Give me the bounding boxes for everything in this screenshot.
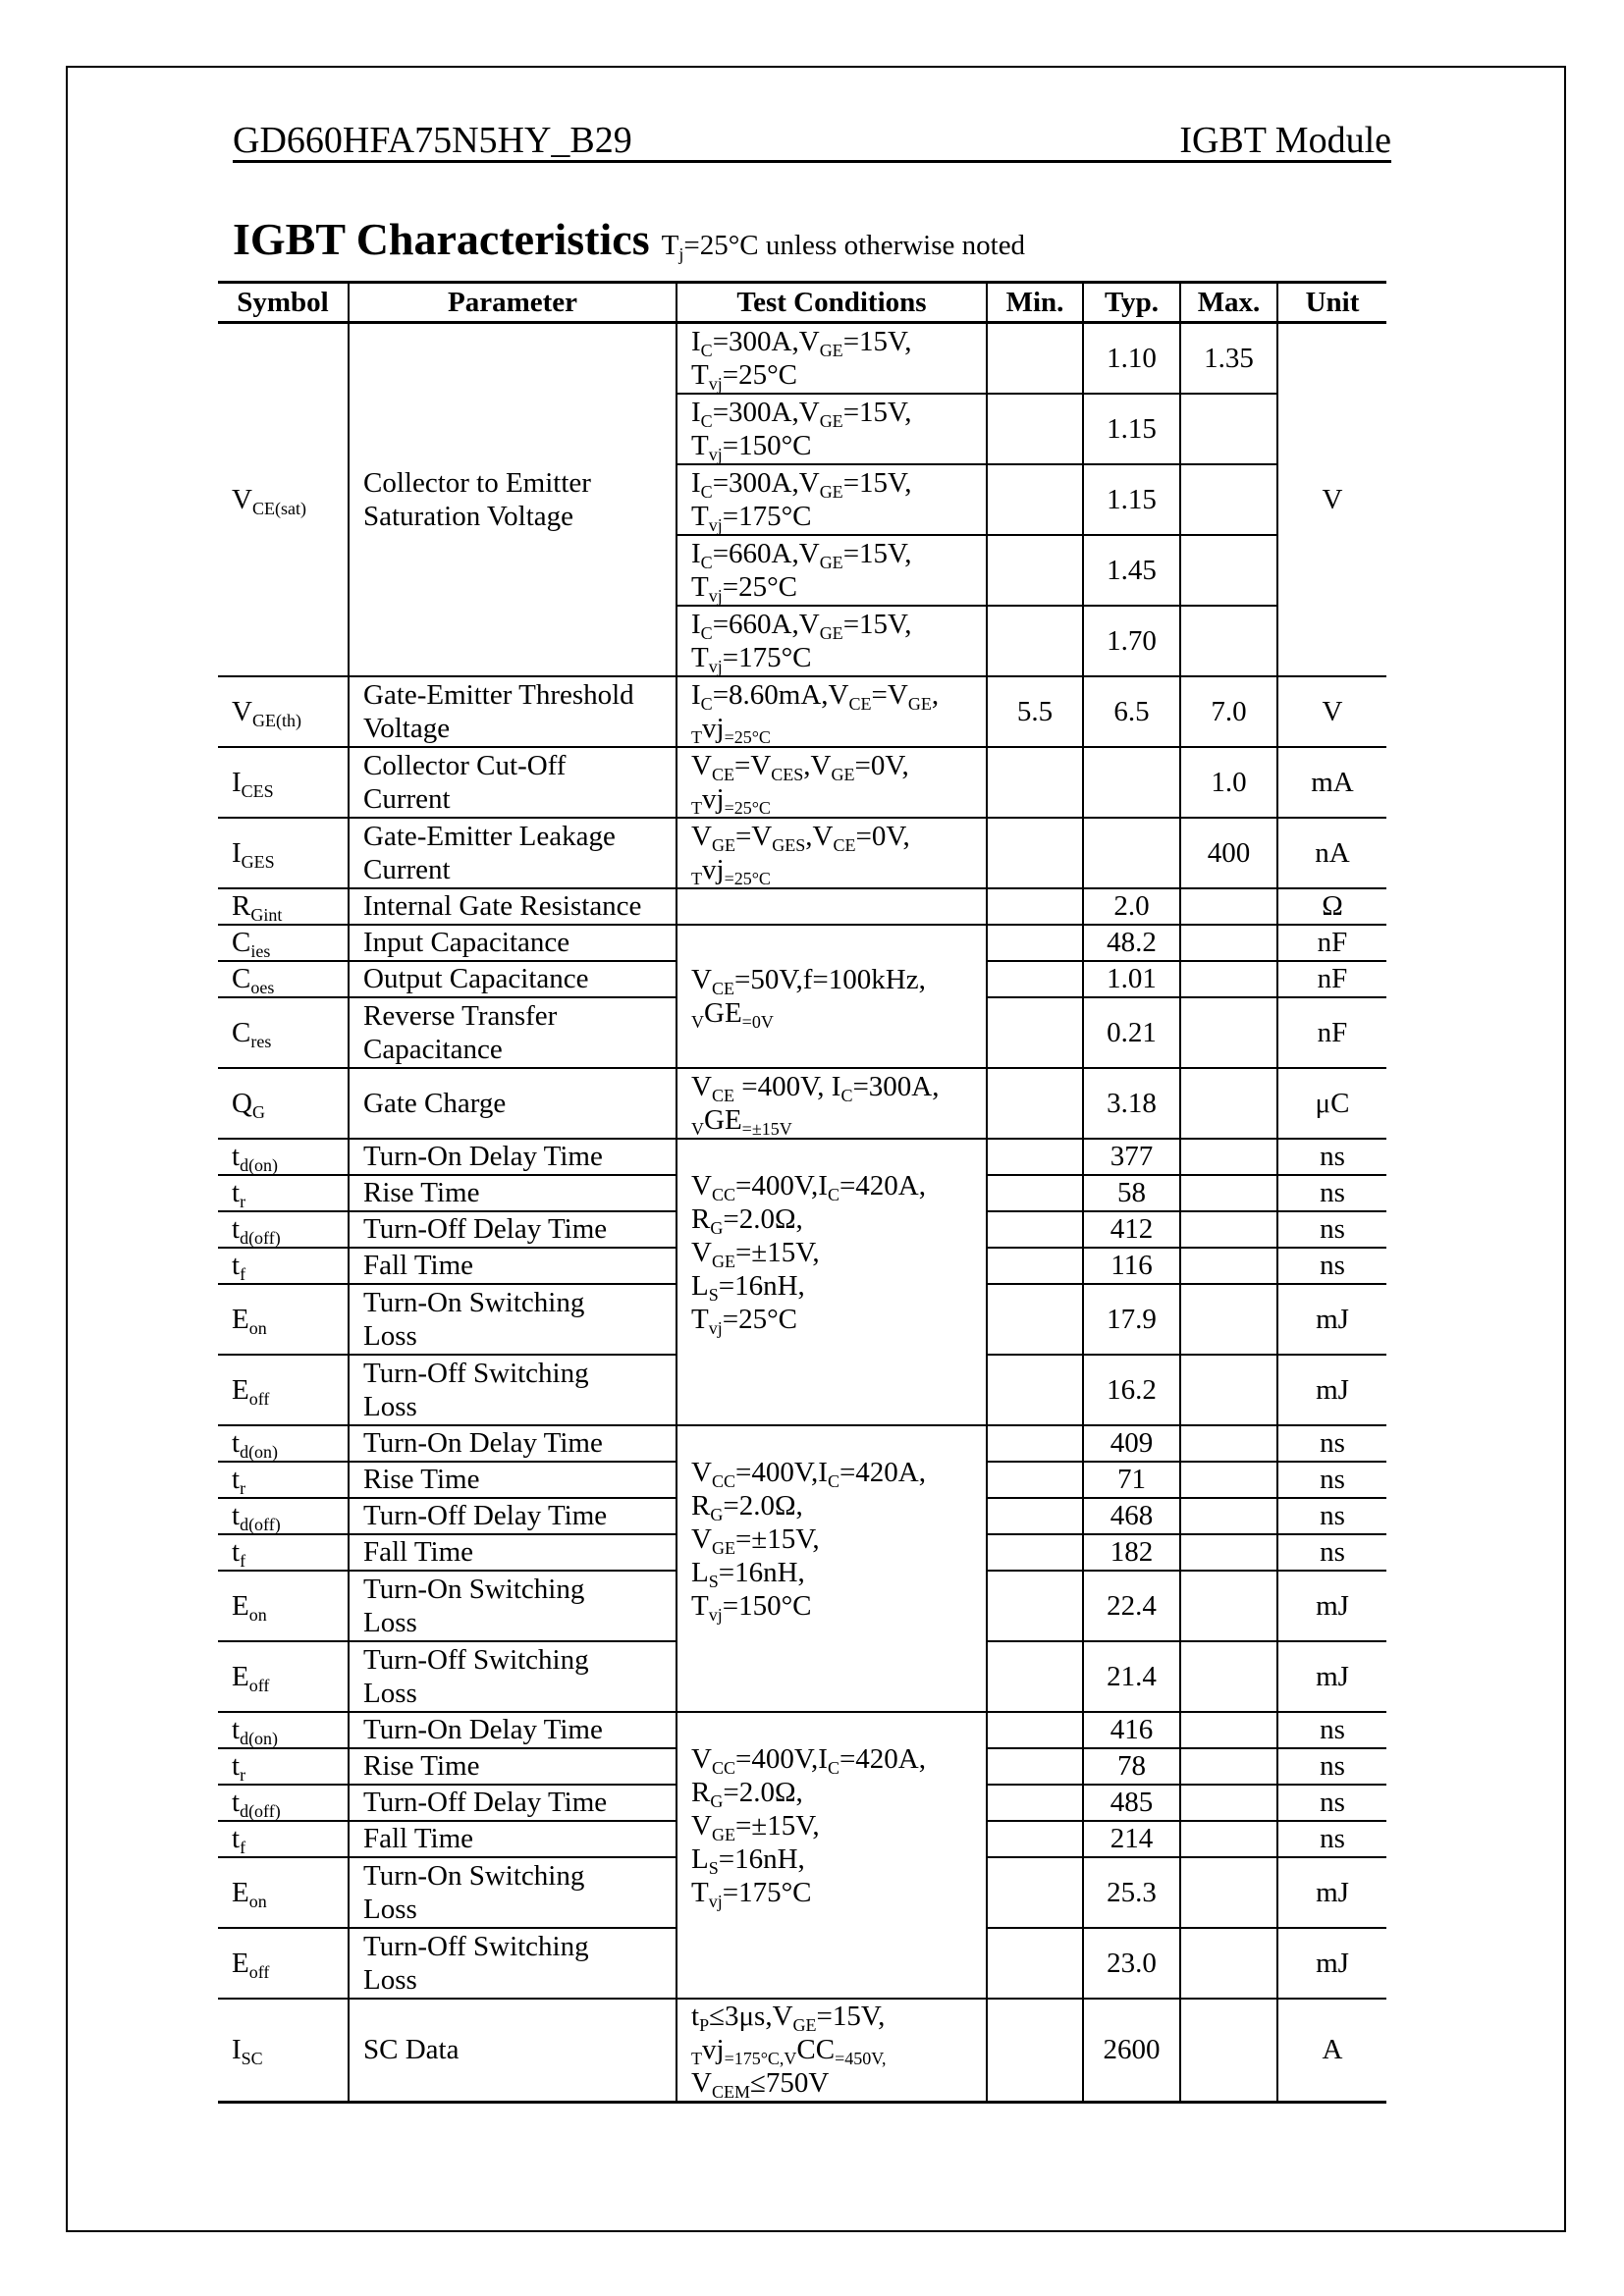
unit-cell: A (1277, 1999, 1386, 2103)
symbol-cell: $I_{GES}$ (218, 818, 349, 888)
unit-cell: ns (1277, 1712, 1386, 1748)
parameter-cell: Gate Charge (349, 1068, 677, 1139)
min-cell (987, 1928, 1083, 1999)
max-cell (1180, 997, 1277, 1068)
col-symbol: Symbol (218, 283, 349, 323)
symbol-cell: $t_r$ (218, 1175, 349, 1211)
switching-row (218, 1139, 1386, 1175)
parameter-cell: Turn-Off Delay Time (349, 1498, 677, 1534)
min-cell (987, 1462, 1083, 1498)
parameter-cell: Gate-Emitter Threshold Voltage (349, 676, 677, 747)
symbol-cell: $E_{off}$ (218, 1355, 349, 1425)
capacitance-row (218, 925, 1386, 961)
parameter-cell: Rise Time (349, 1462, 677, 1498)
parameter-cell: Reverse Transfer Capacitance (349, 997, 677, 1068)
symbol-cell: $E_{on}$ (218, 1857, 349, 1928)
unit-cell: Ω (1277, 888, 1386, 925)
parameter-cell: Fall Time (349, 1534, 677, 1571)
typ-cell: 25.3 (1083, 1857, 1180, 1928)
parameter-cell: Rise Time (349, 1748, 677, 1785)
typ-cell: 0.21 (1083, 997, 1180, 1068)
unit-cell: ns (1277, 1175, 1386, 1211)
unit-cell: mJ (1277, 1284, 1386, 1355)
symbol-cell: $t_{d(on)}$ (218, 1712, 349, 1748)
min-cell (987, 1068, 1083, 1139)
min-cell (987, 961, 1083, 997)
typ-cell: 17.9 (1083, 1284, 1180, 1355)
unit-cell: mJ (1277, 1641, 1386, 1712)
unit-cell: ns (1277, 1785, 1386, 1821)
min-cell (987, 1211, 1083, 1248)
min-cell (987, 1748, 1083, 1785)
max-cell: 1.35 (1180, 323, 1277, 394)
typ-cell: 1.70 (1083, 606, 1180, 676)
min-cell (987, 1425, 1083, 1462)
max-cell (1180, 1425, 1277, 1462)
min-cell (987, 1175, 1083, 1211)
symbol-cell: $C_{res}$ (218, 997, 349, 1068)
test-conditions-cell: $V_{CE}=50V,f=100kHz$, $_VGE_{=0V}$ (677, 925, 987, 1068)
module-type: IGBT Module (1179, 120, 1391, 161)
typ-cell: 6.5 (1083, 676, 1180, 747)
max-cell (1180, 1175, 1277, 1211)
col-test-conditions: Test Conditions (677, 283, 987, 323)
parameter-cell: Turn-On Switching Loss (349, 1284, 677, 1355)
symbol-cell: $t_{d(on)}$ (218, 1425, 349, 1462)
parameter-cell: Rise Time (349, 1175, 677, 1211)
symbol-cell: $I_{CES}$ (218, 747, 349, 818)
typ-cell: 1.10 (1083, 323, 1180, 394)
typ-cell: 1.01 (1083, 961, 1180, 997)
section-heading (233, 210, 1025, 280)
max-cell (1180, 1857, 1277, 1928)
rgint-row (218, 888, 1386, 925)
unit-cell: ns (1277, 1425, 1386, 1462)
typ-cell: 22.4 (1083, 1571, 1180, 1641)
parameter-cell: Internal Gate Resistance (349, 888, 677, 925)
test-conditions-cell: $V_{CE} =400V$, $I_C=300A$, $_VGE_{=\pm 15V}$ (677, 1068, 987, 1139)
typ-cell: 409 (1083, 1425, 1180, 1462)
min-cell (987, 1821, 1083, 1857)
symbol-cell: $t_{d(on)}$ (218, 1139, 349, 1175)
min-cell (987, 1284, 1083, 1355)
unit-cell: ns (1277, 1139, 1386, 1175)
min-cell (987, 925, 1083, 961)
max-cell (1180, 535, 1277, 606)
max-cell (1180, 394, 1277, 464)
min-cell (987, 747, 1083, 818)
max-cell (1180, 1928, 1277, 1999)
min-cell (987, 1534, 1083, 1571)
min-cell (987, 818, 1083, 888)
parameter-cell: Turn-Off Switching Loss (349, 1641, 677, 1712)
max-cell (1180, 1211, 1277, 1248)
test-conditions-cell: $t_P\le 3\mu s,V_{GE}=15V$, $_Tvj_{=175^\circ C,V}CC_{=450V,}$ $V_{CEM}\le 750V$ (677, 1999, 987, 2103)
min-cell (987, 1857, 1083, 1928)
unit-cell: μC (1277, 1068, 1386, 1139)
unit-cell: ns (1277, 1462, 1386, 1498)
typ-cell: 23.0 (1083, 1928, 1180, 1999)
min-cell (987, 1712, 1083, 1748)
typ-cell (1083, 747, 1180, 818)
symbol-cell: $Q_G$ (218, 1068, 349, 1139)
max-cell: 400 (1180, 818, 1277, 888)
typ-cell: 2.0 (1083, 888, 1180, 925)
typ-cell: 468 (1083, 1498, 1180, 1534)
vgeth-row (218, 676, 1386, 747)
unit-cell: mJ (1277, 1571, 1386, 1641)
unit-cell: mJ (1277, 1355, 1386, 1425)
max-cell (1180, 606, 1277, 676)
typ-cell: 48.2 (1083, 925, 1180, 961)
min-cell: 5.5 (987, 676, 1083, 747)
symbol-cell: $C_{ies}$ (218, 925, 349, 961)
unit-cell: nF (1277, 961, 1386, 997)
parameter-cell: Collector Cut-Off Current (349, 747, 677, 818)
symbol-cell: $E_{off}$ (218, 1928, 349, 1999)
symbol-cell: $t_f$ (218, 1534, 349, 1571)
test-conditions-cell: $I_C=8.60mA,V_{CE}=V_{GE}$, $_Tvj_{=25^\circ C}$ (677, 676, 987, 747)
symbol-cell: $t_{d(off)}$ (218, 1785, 349, 1821)
max-cell (1180, 1355, 1277, 1425)
max-cell (1180, 1462, 1277, 1498)
min-cell (987, 464, 1083, 535)
min-cell (987, 1355, 1083, 1425)
max-cell: 1.0 (1180, 747, 1277, 818)
unit-cell: ns (1277, 1498, 1386, 1534)
test-conditions-cell: $I_C=300A,V_{GE}=15V$, $T_{vj}=175^\circ C$ (677, 464, 987, 535)
min-cell (987, 1498, 1083, 1534)
typ-cell: 1.15 (1083, 464, 1180, 535)
parameter-cell: Turn-On Delay Time (349, 1425, 677, 1462)
switching-row (218, 1712, 1386, 1748)
igbt-characteristics-table (218, 281, 1386, 2104)
symbol-cell: $t_r$ (218, 1462, 349, 1498)
symbol-cell: $C_{oes}$ (218, 961, 349, 997)
unit-cell: mJ (1277, 1928, 1386, 1999)
min-cell (987, 1785, 1083, 1821)
parameter-cell: Gate-Emitter Leakage Current (349, 818, 677, 888)
parameter-cell: Turn-Off Delay Time (349, 1211, 677, 1248)
unit-cell: ns (1277, 1211, 1386, 1248)
max-cell: 7.0 (1180, 676, 1277, 747)
parameter-cell: Turn-On Switching Loss (349, 1571, 677, 1641)
parameter-cell: Fall Time (349, 1821, 677, 1857)
typ-cell: 214 (1083, 1821, 1180, 1857)
qg-row (218, 1068, 1386, 1139)
typ-cell: 416 (1083, 1712, 1180, 1748)
unit-cell: V (1277, 676, 1386, 747)
typ-cell: 412 (1083, 1211, 1180, 1248)
test-conditions-cell: $I_C=300A,V_{GE}=15V$, $T_{vj}=25^\circ C$ (677, 323, 987, 394)
symbol-cell: $t_{d(off)}$ (218, 1211, 349, 1248)
min-cell (987, 535, 1083, 606)
typ-cell: 3.18 (1083, 1068, 1180, 1139)
typ-cell (1083, 818, 1180, 888)
min-cell (987, 606, 1083, 676)
section-condition: $T_j=25^\circ C$ unless otherwise noted (661, 230, 1026, 264)
symbol-cell: $t_f$ (218, 1821, 349, 1857)
test-conditions-cell: $V_{GE}=V_{GES},V_{CE}=0V$, $_Tvj_{=25^\circ C}$ (677, 818, 987, 888)
col-max: Max. (1180, 283, 1277, 323)
parameter-cell: Turn-Off Delay Time (349, 1785, 677, 1821)
max-cell (1180, 1999, 1277, 2103)
min-cell (987, 1999, 1083, 2103)
symbol-cell: $t_{d(off)}$ (218, 1498, 349, 1534)
max-cell (1180, 961, 1277, 997)
max-cell (1180, 1139, 1277, 1175)
vcesat-row (218, 323, 1386, 394)
symbol-cell: $V_{GE(th)}$ (218, 676, 349, 747)
parameter-cell: Turn-On Delay Time (349, 1712, 677, 1748)
unit-cell: ns (1277, 1748, 1386, 1785)
typ-cell: 16.2 (1083, 1355, 1180, 1425)
part-number: GD660HFA75N5HY_B29 (233, 120, 632, 161)
min-cell (987, 1248, 1083, 1284)
max-cell (1180, 1641, 1277, 1712)
test-conditions-cell (677, 888, 987, 925)
max-cell (1180, 1248, 1277, 1284)
typ-cell: 377 (1083, 1139, 1180, 1175)
unit-cell: ns (1277, 1248, 1386, 1284)
max-cell (1180, 1712, 1277, 1748)
test-conditions-cell: $I_C=300A,V_{GE}=15V$, $T_{vj}=150^\circ C$ (677, 394, 987, 464)
unit-cell: nF (1277, 925, 1386, 961)
max-cell (1180, 464, 1277, 535)
min-cell (987, 997, 1083, 1068)
min-cell (987, 394, 1083, 464)
unit-cell: mA (1277, 747, 1386, 818)
parameter-cell: Turn-On Delay Time (349, 1139, 677, 1175)
parameter-cell: Output Capacitance (349, 961, 677, 997)
symbol-cell: $V_{CE(sat)}$ (218, 323, 349, 676)
symbol-cell: $R_{Gint}$ (218, 888, 349, 925)
section-title: IGBT Characteristics (233, 214, 650, 264)
header-rule (233, 160, 1391, 163)
typ-cell: 182 (1083, 1534, 1180, 1571)
unit-cell: nF (1277, 997, 1386, 1068)
table-body (218, 323, 1386, 2103)
test-conditions-cell: $V_{CC}=400V,I_C=420A$, $R_G=2.0\Omega$, $V_{GE}=\pm 15V$, $L_S=16nH$, $T_{vj}=150^\circ C$ (677, 1425, 987, 1712)
parameter-cell: Turn-On Switching Loss (349, 1857, 677, 1928)
typ-cell: 116 (1083, 1248, 1180, 1284)
symbol-cell: $E_{on}$ (218, 1571, 349, 1641)
symbol-cell: $E_{off}$ (218, 1641, 349, 1712)
min-cell (987, 888, 1083, 925)
max-cell (1180, 1748, 1277, 1785)
symbol-cell: $I_{SC}$ (218, 1999, 349, 2103)
test-conditions-cell: $V_{CC}=400V,I_C=420A$, $R_G=2.0\Omega$, $V_{GE}=\pm 15V$, $L_S=16nH$, $T_{vj}=175^\circ C$ (677, 1712, 987, 1999)
typ-cell: 21.4 (1083, 1641, 1180, 1712)
unit-cell: V (1277, 323, 1386, 676)
max-cell (1180, 1284, 1277, 1355)
min-cell (987, 1571, 1083, 1641)
isc-row (218, 1999, 1386, 2103)
max-cell (1180, 1534, 1277, 1571)
max-cell (1180, 1785, 1277, 1821)
test-conditions-cell: $V_{CC}=400V,I_C=420A$, $R_G=2.0\Omega$, $V_{GE}=\pm 15V$, $L_S=16nH$, $T_{vj}=25^\circ C$ (677, 1139, 987, 1425)
parameter-cell: Fall Time (349, 1248, 677, 1284)
typ-cell: 485 (1083, 1785, 1180, 1821)
col-unit: Unit (1277, 283, 1386, 323)
col-parameter: Parameter (349, 283, 677, 323)
parameter-cell: SC Data (349, 1999, 677, 2103)
typ-cell: 58 (1083, 1175, 1180, 1211)
min-cell (987, 1139, 1083, 1175)
iges-row (218, 818, 1386, 888)
header-row (218, 283, 1386, 323)
max-cell (1180, 1068, 1277, 1139)
parameter-cell: Turn-Off Switching Loss (349, 1928, 677, 1999)
parameter-cell: Input Capacitance (349, 925, 677, 961)
test-conditions-cell: $I_C=660A,V_{GE}=15V$, $T_{vj}=25^\circ C$ (677, 535, 987, 606)
max-cell (1180, 925, 1277, 961)
symbol-cell: $E_{on}$ (218, 1284, 349, 1355)
max-cell (1180, 1821, 1277, 1857)
typ-cell: 2600 (1083, 1999, 1180, 2103)
min-cell (987, 323, 1083, 394)
symbol-cell: $t_f$ (218, 1248, 349, 1284)
parameter-cell: Collector to Emitter Saturation Voltage (349, 323, 677, 676)
unit-cell: ns (1277, 1534, 1386, 1571)
col-typ: Typ. (1083, 283, 1180, 323)
typ-cell: 1.45 (1083, 535, 1180, 606)
test-conditions-cell: $I_C=660A,V_{GE}=15V$, $T_{vj}=175^\circ C$ (677, 606, 987, 676)
max-cell (1180, 888, 1277, 925)
col-min: Min. (987, 283, 1083, 323)
symbol-cell: $t_r$ (218, 1748, 349, 1785)
parameter-cell: Turn-Off Switching Loss (349, 1355, 677, 1425)
unit-cell: mJ (1277, 1857, 1386, 1928)
typ-cell: 1.15 (1083, 394, 1180, 464)
typ-cell: 78 (1083, 1748, 1180, 1785)
unit-cell: nA (1277, 818, 1386, 888)
max-cell (1180, 1571, 1277, 1641)
unit-cell: ns (1277, 1821, 1386, 1857)
test-conditions-cell: $V_{CE}=V_{CES},V_{GE}=0V$, $_Tvj_{=25^\circ C}$ (677, 747, 987, 818)
ices-row (218, 747, 1386, 818)
switching-row (218, 1425, 1386, 1462)
max-cell (1180, 1498, 1277, 1534)
min-cell (987, 1641, 1083, 1712)
typ-cell: 71 (1083, 1462, 1180, 1498)
